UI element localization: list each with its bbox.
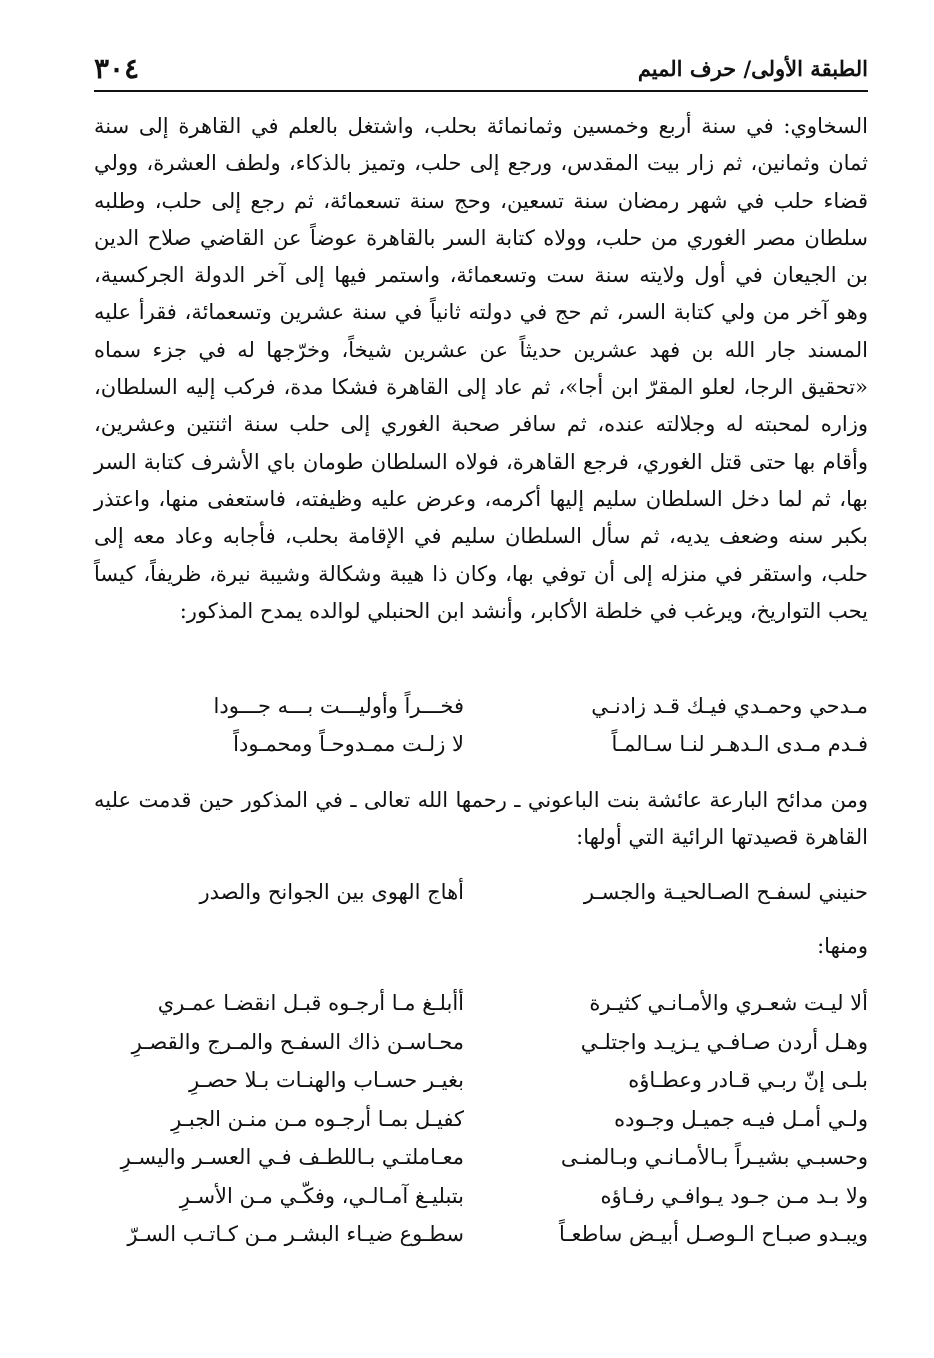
verse-second-hemistich: أهاج الهوى بين الجوانح والصدر [199,880,464,904]
verse-line [94,1138,868,1177]
verse-second-hemistich: أأبلـغ مـا أرجـوه قبـل انقضـا عمـري [157,991,464,1015]
verse-second-hemistich: معـاملتـي بـاللطـف فـي العسـر واليسـرِ [120,1145,464,1169]
from-it-label: ومنها: [817,934,868,958]
verse-second-hemistich: فخـــراً وأوليـــت بـــه جـــودا [213,694,464,718]
verse-line [94,1177,868,1216]
verse-line [94,1061,868,1100]
page-header [94,50,868,92]
verse-first-hemistich: وهـل أردن صـافـي يـزيـد واجتلـي [580,1029,868,1054]
verse-line [94,1215,868,1254]
verse-first-hemistich: حنيني لسفـح الصـالحيـة والجسـر [583,880,868,904]
running-head: الطبقة الأولى/ حرف الميم [637,56,868,81]
verse-first-hemistich: مـدحي وحمـدي فيـك قـد زادنـي [591,694,868,718]
verse-line [94,726,868,764]
intro-paragraph: ومن مدائح البارعة عائشة بنت الباعوني ـ رحمها الله تعالى ـ في المذكور حين قدمت عليه القاهرة قصيدتها الرائية التي أولها: [94,788,868,850]
verse-first-hemistich: ولا بـد مـن جـود يـوافـي رفـاؤه [600,1183,868,1208]
verse-first-hemistich: ألا ليـت شعـري والأمـانـي كثيـرة [589,991,868,1015]
page-number: ٣٠٤ [94,52,140,85]
verse-second-hemistich: بغيـر حسـاب والهنـات بـلا حصـرِ [189,1068,464,1092]
verse-line [94,1100,868,1139]
poem-excerpt [94,984,868,1254]
verse-first-hemistich: بلـى إنّ ربـي قـادر وعطـاؤه [628,1068,868,1092]
poem-praise [94,688,868,763]
verse-line [94,688,868,726]
poem-opening [94,874,868,912]
verse-line [94,1023,868,1062]
verse-first-hemistich: ولـي أمـل فيـه جميـل وجـوده [614,1106,868,1131]
verse-second-hemistich: سطـوع ضيـاء البشـر مـن كـاتـب السـرّ [127,1222,464,1246]
verse-first-hemistich: فـدم مـدى الـدهـر لنـا سـالمـاً [611,731,868,756]
verse-first-hemistich: وحسبـي بشيـراً بـالأمـانـي وبـالمنـى [560,1145,868,1169]
verse-line [94,984,868,1023]
verse-second-hemistich: كفيـل بمـا أرجـوه مـن منـن الجبـرِ [171,1106,464,1131]
verse-second-hemistich: بتبليـغ آمـالـي، وفكّـي مـن الأسـرِ [179,1183,464,1208]
biography-paragraph: السخاوي: في سنة أربع وخمسين وثمانمائة بحلب، واشتغل بالعلم في القاهرة إلى سنة ثمان وثمانين، ثم زار بيت المقدس، ورجع إلى حلب، وتميز بالذكاء، ولطف العشرة، وولي قضاء حلب في شهر رمضان سنة تسعين، وحج سنة تسعمائة، ثم رجع إلى حلب، وطلبه سلطان مصر الغوري من حلب، وولاه كتابة السر بالقاهرة عوضاً عن القاضي صلاح الدين بن الجيعان في أول ولايته سنة ست وتسعمائة، واستمر فيها إلى آخر الدولة الجركسية، وهو آخر من ولي كتابة السر، ثم حج في دولته ثانياً في سنة عشرين وتسعمائة، فقرأ عليه المسند جار الله بن فهد عشرين حديثاً عن عشرين شيخاً، وخرّجها له في جزء سماه «تحقيق الرجا، لعلو المقرّ ابن أجا»، ثم عاد إلى القاهرة فشكا مدة، فركب إليه السلطان، وزاره لمحبته له وجلالته عنده، ثم سافر صحبة الغوري إلى حلب سنة اثنتين وعشرين، وأقام بها حتى قتل الغوري، فرجع القاهرة، فولاه السلطان طومان باي الأشرف كتابة السر بها، ثم لما دخل السلطان سليم إليها أكرمه، وعرض عليه وظيفته، فاستعفى منها، واعتذر بكبر سنه وضعف يديه، ثم سأل السلطان سليم في الإقامة بحلب، فأجابه وعاد معه إلى حلب، واستقر في منزله إلى أن توفي بها، وكان ذا هيبة وشكالة وشيبة نيرة، ظريفاً، كيساً يحب التواريخ، ويرغب في خلطة الأكابر، وأنشد ابن الحنبلي لوالده يمدح المذكور: [94,114,868,623]
verse-second-hemistich: لا زلـت ممـدوحـاً ومحمـوداً [233,731,464,756]
verse-second-hemistich: محـاسـن ذاك السفـح والمـرج والقصـرِ [131,1029,464,1054]
verse-first-hemistich: ويبـدو صبـاح الـوصـل أبيـض ساطعـاً [558,1222,868,1246]
verse-line [94,874,868,912]
